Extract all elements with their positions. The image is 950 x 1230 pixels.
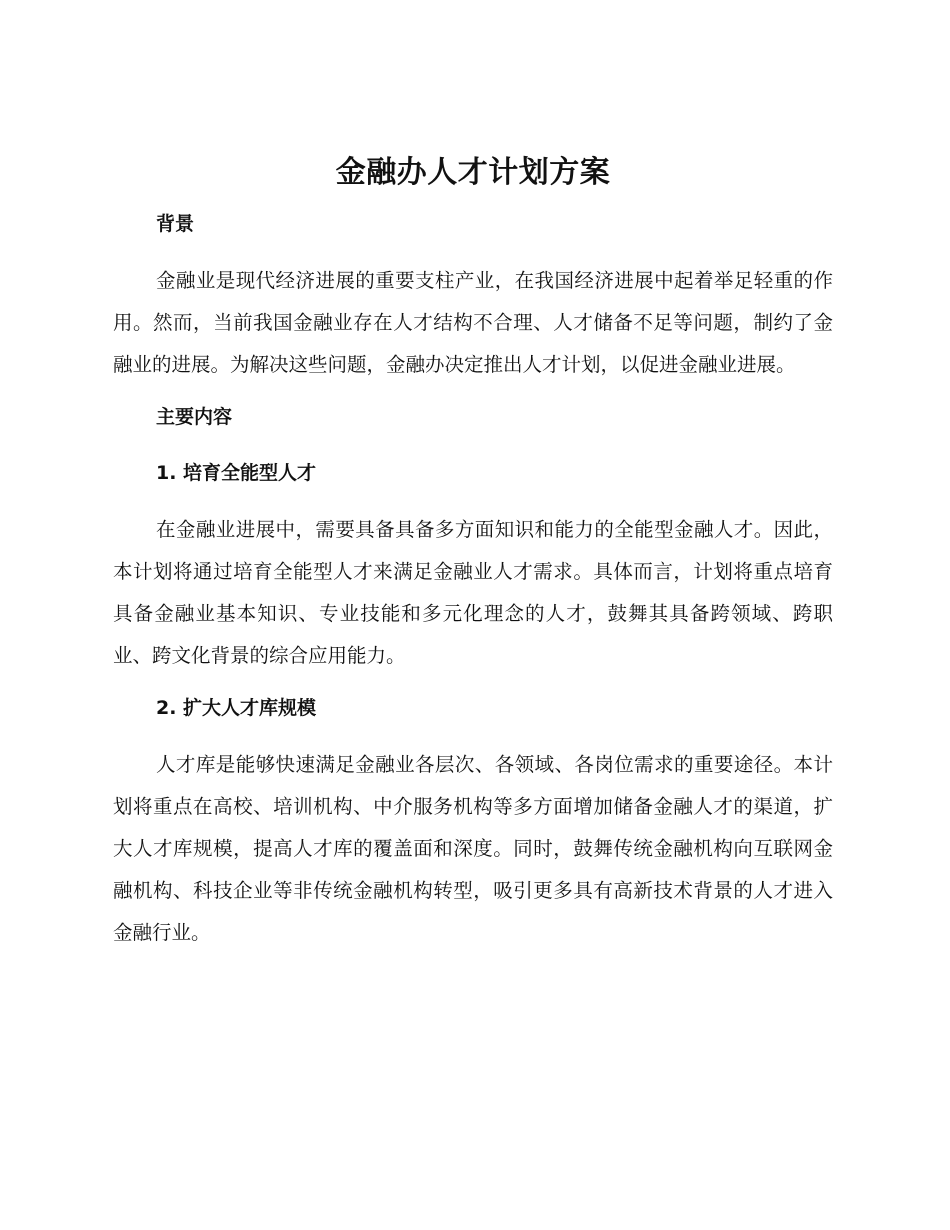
- document-page: [113, 148, 833, 954]
- section-heading-background: 背景: [156, 213, 195, 235]
- section-heading-item1: 1. 培育全能型人才: [156, 462, 317, 484]
- document-title: 金融办人才计划方案: [335, 155, 611, 190]
- section-heading-item2: 2. 扩大人才库规模: [156, 697, 317, 719]
- section-heading-main: 主要内容: [156, 406, 233, 428]
- section-paragraph-background: 金融业是现代经济进展的重要支柱产业，在我国经济进展中起着举足轻重的作用。然而，当前我国金融业存在人才结构不合理、人才储备不足等问题，制约了金融业的进展。为解决这些问题，金融办决定推出人才计划，以促进金融业进展。: [113, 269, 833, 376]
- section-paragraph-item2: 人才库是能够快速满足金融业各层次、各领域、各岗位需求的重要途径。本计划将重点在高校、培训机构、中介服务机构等多方面增加储备金融人才的渠道，扩大人才库规模，提高人才库的覆盖面和深度。同时，鼓舞传统金融机构向互联网金融机构、科技企业等非传统金融机构转型，吸引更多具有高新技术背景的人才进入金融行业。: [113, 753, 833, 944]
- section-paragraph-item1: 在金融业进展中，需要具备具备多方面知识和能力的全能型金融人才。因此，本计划将通过培育全能型人才来满足金融业人才需求。具体而言，计划将重点培育具备金融业基本知识、专业技能和多元化理念的人才，鼓舞其具备跨领域、跨职业、跨文化背景的综合应用能力。: [113, 518, 833, 667]
